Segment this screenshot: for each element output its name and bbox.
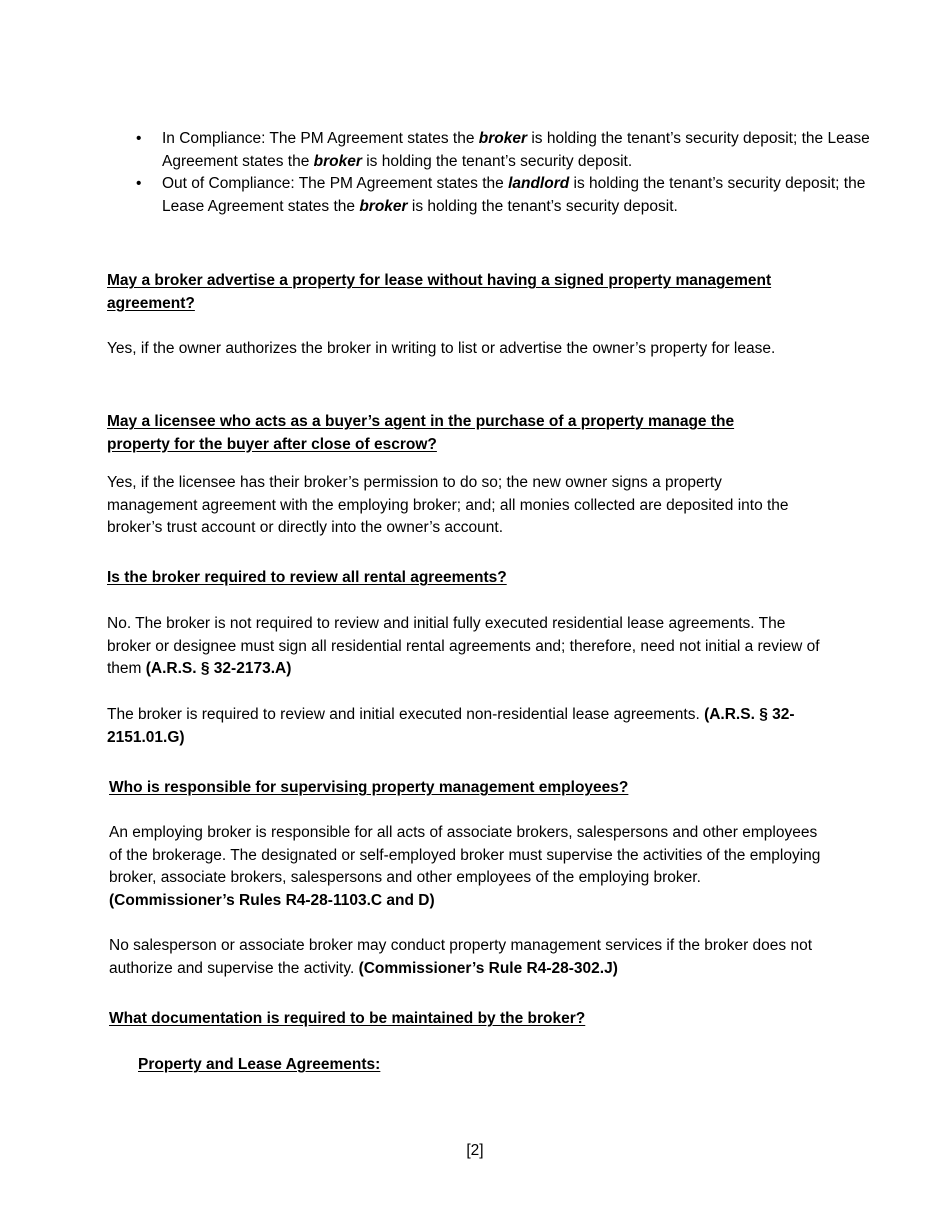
citation-ars-32-2173: (A.R.S. § 32-2173.A) xyxy=(145,660,292,677)
answer-review-residential: No. The broker is not required to review and initial fully executed residential lease agreements. The broker or designee must sign all residential rental agreements and; therefore, need not initial a review of them (A.R.S. § 32-2173.A) xyxy=(107,615,820,677)
question-heading-buyers-agent: May a licensee who acts as a buyer’s agent in the purchase of a property manage the property for the buyer after close of escrow? xyxy=(107,413,735,453)
emphasis-landlord: landlord xyxy=(508,175,570,192)
emphasis-broker: broker xyxy=(359,197,408,215)
bullet-out-of-compliance: • Out of Compliance: The PM Agreement states the landlord is holding the tenant’s security deposit; the Lease Agreement states the broker is holding the tenant’s security deposit. xyxy=(162,173,882,218)
answer-supervising-employing-broker: An employing broker is responsible for all acts of associate brokers, salespersons and other employees of the brokerage. The designated or self-employed broker must supervise the activities of the employing broker, associate brokers, salespersons and other employees of the employing broker. (Commissioner’s Rules R4-28-1103.C and D) xyxy=(109,824,821,909)
citation-rules-r4-28-1103: (Commissioner’s Rules R4-28-1103.C and D) xyxy=(109,891,435,909)
question-heading-advertise: May a broker advertise a property for lease without having a signed property management agreement? xyxy=(107,272,772,312)
subheading-property-lease-agreements: Property and Lease Agreements: xyxy=(138,1056,381,1073)
page-number: [2] xyxy=(466,1142,484,1159)
question-heading-review-agreements: Is the broker required to review all rental agreements? xyxy=(107,569,507,586)
emphasis-broker: broker xyxy=(313,152,362,170)
emphasis-broker: broker xyxy=(478,130,528,147)
answer-buyers-agent: Yes, if the licensee has their broker’s permission to do so; the new owner signs a property management agreement with the employing broker; and; all monies collected are deposited into the broker’s trust account or directly into the owner’s account. xyxy=(107,474,789,536)
bullet-in-compliance: • In Compliance: The PM Agreement states the broker is holding the tenant’s security deposit; the Lease Agreement states the broker is holding the tenant’s security deposit. xyxy=(162,128,882,173)
citation-rule-r4-28-302: (Commissioner’s Rule R4-28-302.J) xyxy=(358,959,618,977)
citation-ars-32-2151: (A.R.S. § 32-2151.01.G) xyxy=(107,706,795,746)
answer-review-non-residential: The broker is required to review and initial executed non-residential lease agreements. (A.R.S. § 32-2151.01.G) xyxy=(107,706,795,746)
compliance-bullet-list xyxy=(107,128,882,218)
answer-supervising-salesperson: No salesperson or associate broker may conduct property management services if the broker does not authorize and supervise the activity. (Commissioner’s Rule R4-28-302.J) xyxy=(109,937,813,977)
answer-advertise: Yes, if the owner authorizes the broker in writing to list or advertise the owner’s property for lease. xyxy=(107,340,776,357)
question-heading-documentation: What documentation is required to be maintained by the broker? xyxy=(109,1010,586,1027)
question-heading-supervising: Who is responsible for supervising property management employees? xyxy=(109,779,629,796)
